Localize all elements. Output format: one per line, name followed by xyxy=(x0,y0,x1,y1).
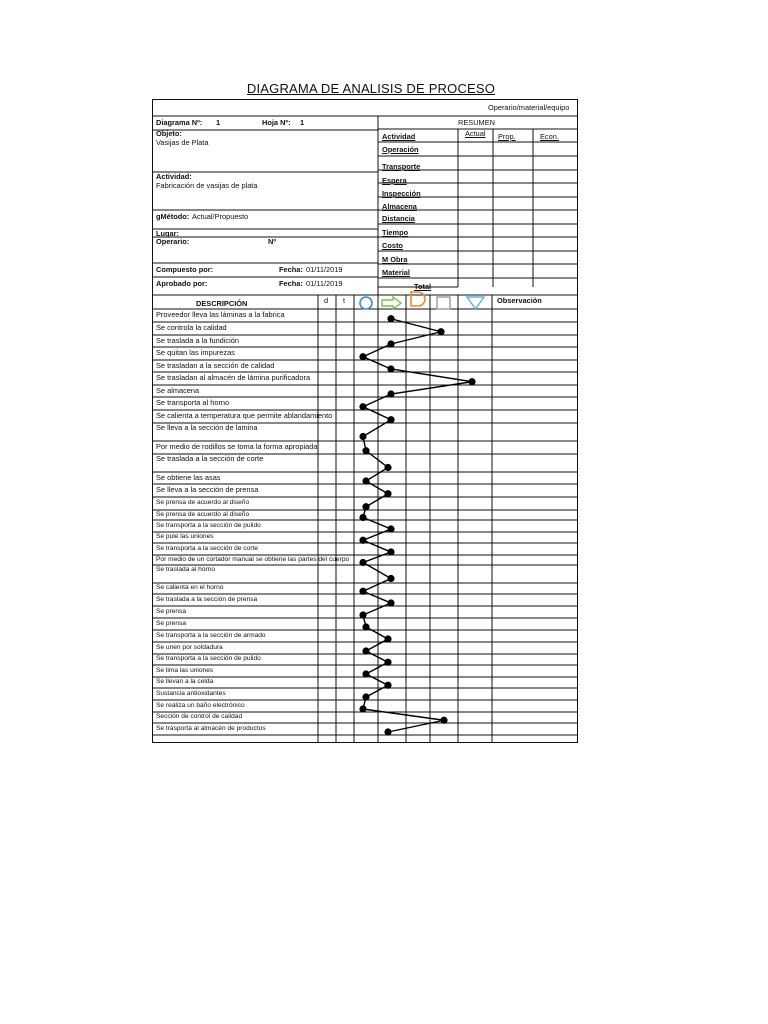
resumen-row-material: Material xyxy=(382,268,410,277)
step-description: Se lleva a la sección de prensa xyxy=(156,485,259,494)
resumen-row-inspeccion: Inspección xyxy=(382,189,421,198)
process-sheet xyxy=(152,99,578,743)
resumen-row-almacena: Almacena xyxy=(382,202,417,211)
step-description: Se lleva a la sección de lamina xyxy=(156,423,258,432)
step-description: Se quitan las impurezas xyxy=(156,348,235,357)
lugar-label: Lugar: xyxy=(156,229,179,238)
descripcion-header: DESCRIPCIÓN xyxy=(196,299,248,308)
resumen-col-actual: Actual xyxy=(465,129,486,138)
n-label: Nº xyxy=(268,237,277,246)
step-description: Se trasladan al almacén de lámina purificadora xyxy=(156,373,311,382)
compuesto-label: Compuesto por: xyxy=(156,265,214,274)
step-description: Se transporta a la sección de corte xyxy=(156,544,258,552)
step-description: Se almacena xyxy=(156,385,200,395)
resumen-title: RESUMEN xyxy=(458,118,495,127)
step-description: Por medio de rodillos se toma la forma apropiada xyxy=(156,442,318,451)
delay-d-icon xyxy=(408,290,428,308)
step-description: Se transporta a la sección de pulido xyxy=(156,521,261,529)
resumen-row-espera: Espera xyxy=(382,176,407,185)
fecha-compuesto-value: 01/11/2019 xyxy=(306,265,343,274)
observacion-header: Observación xyxy=(497,296,542,305)
step-description: Se trasladan a la sección de calidad xyxy=(156,360,275,370)
operario-material-equipo: Operario/material/equipo xyxy=(488,103,570,112)
hoja-label: Hoja Nº: xyxy=(262,118,291,127)
resumen-row-total: Total xyxy=(414,282,432,291)
d-column-header: d xyxy=(324,296,329,305)
step-description: Proveedor lleva las láminas a la fabrica xyxy=(156,310,285,319)
actividad-label: Actividad: xyxy=(156,172,192,181)
step-description: Se trasporta al almacén de productos xyxy=(156,724,266,732)
step-description: Se transporta a la sección de pulido xyxy=(156,655,261,662)
step-description: Se traslada al horno xyxy=(156,566,216,573)
t-column-header: t xyxy=(343,296,346,305)
objeto-value: Vasijas de Plata xyxy=(156,138,209,147)
storage-triangle-icon xyxy=(465,296,487,310)
step-description: Se controla la calidad xyxy=(156,323,227,332)
operation-circle-icon xyxy=(357,296,375,310)
resumen-row-tiempo: Tiempo xyxy=(382,228,409,237)
resumen-col-econ: Econ. xyxy=(540,132,559,141)
step-description: Sección de control de calidad xyxy=(156,713,243,720)
step-description: Se calienta en el horno xyxy=(156,584,224,591)
step-description: Se transporta a la sección de armado xyxy=(156,631,266,639)
step-description: Por medio de un cortador manual se obtiene las partes del cuerpo xyxy=(156,556,350,563)
diagrama-label: Diagrama Nº: xyxy=(156,118,203,127)
resumen-row-costo: Costo xyxy=(382,241,403,250)
step-description: Se transporta al horno xyxy=(156,398,230,407)
inspection-square-icon xyxy=(435,296,453,310)
step-description: Se traslada a la sección de corte xyxy=(156,454,264,463)
aprobado-label: Aprobado por: xyxy=(156,279,208,288)
step-description: Se llevan a la celda xyxy=(156,678,214,685)
step-description: Se prensa de acuerdo al diseño xyxy=(156,499,250,506)
fecha-aprobado-value: 01/11/2019 xyxy=(306,279,343,288)
step-description: Se unen por soldadura xyxy=(156,643,223,651)
resumen-row-mobra: M Obra xyxy=(382,255,408,264)
step-description: Se prensa xyxy=(156,619,187,627)
step-description: Se traslada a la fundición xyxy=(156,335,239,345)
page-title: DIAGRAMA DE ANALISIS DE PROCESO xyxy=(246,81,496,96)
transport-arrow-icon xyxy=(380,296,404,310)
step-description: Sustancia antioxidantes xyxy=(156,689,226,697)
resumen-col-actividad: Actividad xyxy=(382,132,416,141)
step-description: Se prensa xyxy=(156,607,187,615)
resumen-row-operacion: Operación xyxy=(382,145,419,154)
step-description: Se prensa de acuerdo al diseño xyxy=(156,511,250,518)
diagrama-value: 1 xyxy=(216,118,221,127)
operario-label: Operario: xyxy=(156,237,190,246)
fecha-compuesto-label: Fecha: xyxy=(279,265,303,274)
resumen-row-distancia: Distancia xyxy=(382,214,415,223)
step-description: Se pule las uniones xyxy=(156,533,214,540)
hoja-value: 1 xyxy=(300,118,305,127)
resumen-col-prop: Prop. xyxy=(498,132,516,141)
step-description: Se calienta a temperatura que permite ablandamiento xyxy=(156,411,333,420)
objeto-label: Objeto: xyxy=(156,129,182,138)
metodo-value: Actual/Propuesto xyxy=(192,212,249,221)
step-description: Se lima las uniones xyxy=(156,666,214,674)
step-description: Se traslada a la sección de prensa xyxy=(156,595,258,603)
step-description: Se obtiene las asas xyxy=(156,472,221,482)
actividad-value: Fabricación de vasijas de plata xyxy=(156,181,258,190)
metodo-label: gMétodo: xyxy=(156,212,190,221)
step-description: Se realiza un baño electrónico xyxy=(156,701,245,709)
resumen-row-transporte: Transporte xyxy=(382,162,421,171)
fecha-aprobado-label: Fecha: xyxy=(279,279,303,288)
